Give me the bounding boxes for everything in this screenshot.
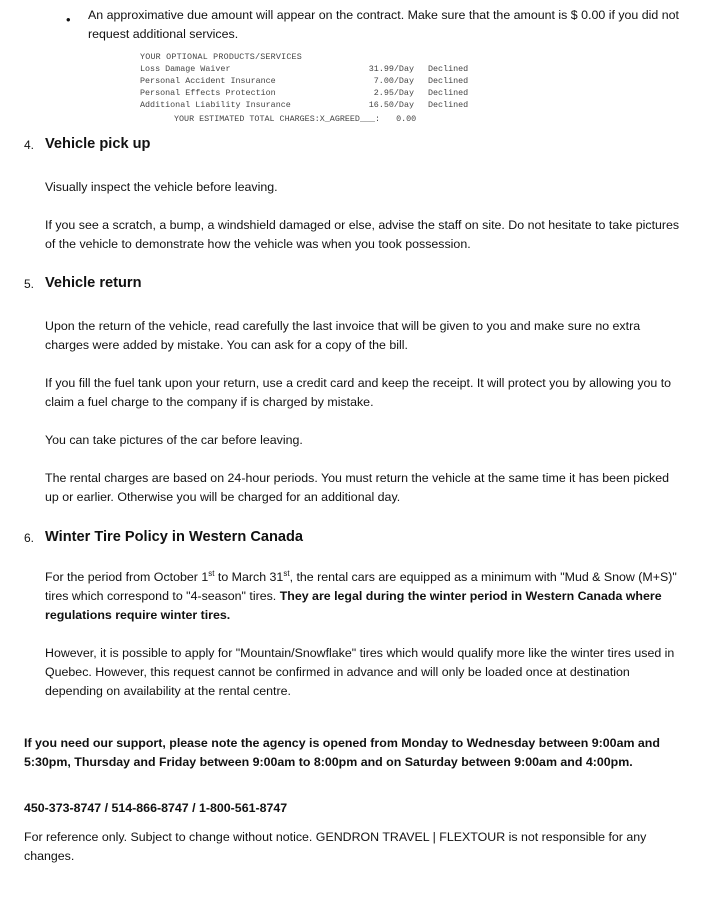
receipt-total-label: YOUR ESTIMATED TOTAL CHARGES:X_AGREED___: (174, 114, 381, 124)
text-run: , the rental cars are equipped as a minimum with "Mud & Snow (M+S)" tires which correspond to "4-season" tires. (45, 570, 677, 603)
receipt-row (140, 87, 500, 99)
receipt-row (140, 99, 500, 111)
paragraph: You can take pictures of the car before leaving. (45, 433, 303, 447)
bullet-dot: • (66, 12, 71, 27)
section-number: 4. (24, 138, 35, 152)
paragraph: Upon the return of the vehicle, read carefully the last invoice that will be given to you and make sure no extra charges were added by mistake. You can ask for a copy of the bill. (45, 319, 641, 352)
receipt-item-name: Additional Liability Insurance (140, 100, 291, 110)
receipt-item-status: Declined (428, 88, 469, 98)
section-number: 5. (24, 277, 35, 291)
receipt-header: YOUR OPTIONAL PRODUCTS/SERVICES (140, 52, 303, 62)
receipt-item-status: Declined (428, 100, 469, 110)
receipt-total (140, 113, 500, 125)
receipt-row (140, 63, 500, 75)
receipt-item-name: Loss Damage Waiver (140, 64, 231, 74)
section-title: Vehicle pick up (45, 136, 151, 152)
support-hours: If you need our support, please note the agency is opened from Monday to Wednesday between 9:00am and 5:30pm, Thursday and Friday between 9:00am to 8:00pm and on Saturday between 9:00am and 4:00pm. (24, 736, 660, 769)
paragraph: The rental charges are based on 24-hour periods. You must return the vehicle at the same time it has been picked up or earlier. Otherwise you will be charged for an additional day. (45, 471, 670, 504)
paragraph: However, it is possible to apply for "Mountain/Snowflake" tires which would qualify more like the winter tires used in Quebec. However, this request cannot be confirmed in advance and will only be loaded once at destination depending on availability at the rental centre. (45, 646, 675, 698)
receipt-scan (140, 51, 500, 125)
paragraph-winter-tires (45, 568, 685, 625)
paragraph: Visually inspect the vehicle before leaving. (45, 180, 278, 194)
receipt-item-status: Declined (428, 76, 469, 86)
bullet-text: An approximative due amount will appear on the contract. Make sure that the amount is $ 0.00 if you did not request additional services. (88, 8, 679, 41)
receipt-item-rate: 31.99/Day (368, 64, 414, 74)
text-run: For the period from October 1 (45, 570, 209, 584)
receipt-item-name: Personal Accident Insurance (140, 76, 276, 86)
section-title: Vehicle return (45, 275, 142, 291)
bold-text-run: They are legal during the winter period in Western Canada where regulations require winter tires. (45, 589, 662, 622)
receipt-item-name: Personal Effects Protection (140, 88, 276, 98)
superscript: st (283, 568, 290, 578)
disclaimer: For reference only. Subject to change without notice. GENDRON TRAVEL | FLEXTOUR is not responsible for any changes. (24, 830, 647, 863)
receipt-row (140, 75, 500, 87)
section-title: Winter Tire Policy in Western Canada (45, 529, 304, 545)
receipt-item-status: Declined (428, 64, 469, 74)
phone-numbers: 450-373-8747 / 514-866-8747 / 1-800-561-8747 (24, 801, 288, 815)
receipt-item-rate: 2.95/Day (373, 88, 414, 98)
receipt-total-value: 0.00 (396, 114, 417, 124)
receipt-item-rate: 7.00/Day (373, 76, 414, 86)
receipt-item-rate: 16.50/Day (368, 100, 414, 110)
superscript: st (208, 568, 215, 578)
section-number: 6. (24, 531, 35, 545)
paragraph: If you see a scratch, a bump, a windshield damaged or else, advise the staff on site. Do not hesitate to take pictures of the vehicle to demonstrate how the vehicle was when you took possession. (45, 218, 680, 251)
paragraph: If you fill the fuel tank upon your return, use a credit card and keep the receipt. It will protect you by allowing you to claim a fuel charge to the company if is charged by mistake. (45, 376, 672, 409)
text-run: to March 31 (214, 570, 284, 584)
